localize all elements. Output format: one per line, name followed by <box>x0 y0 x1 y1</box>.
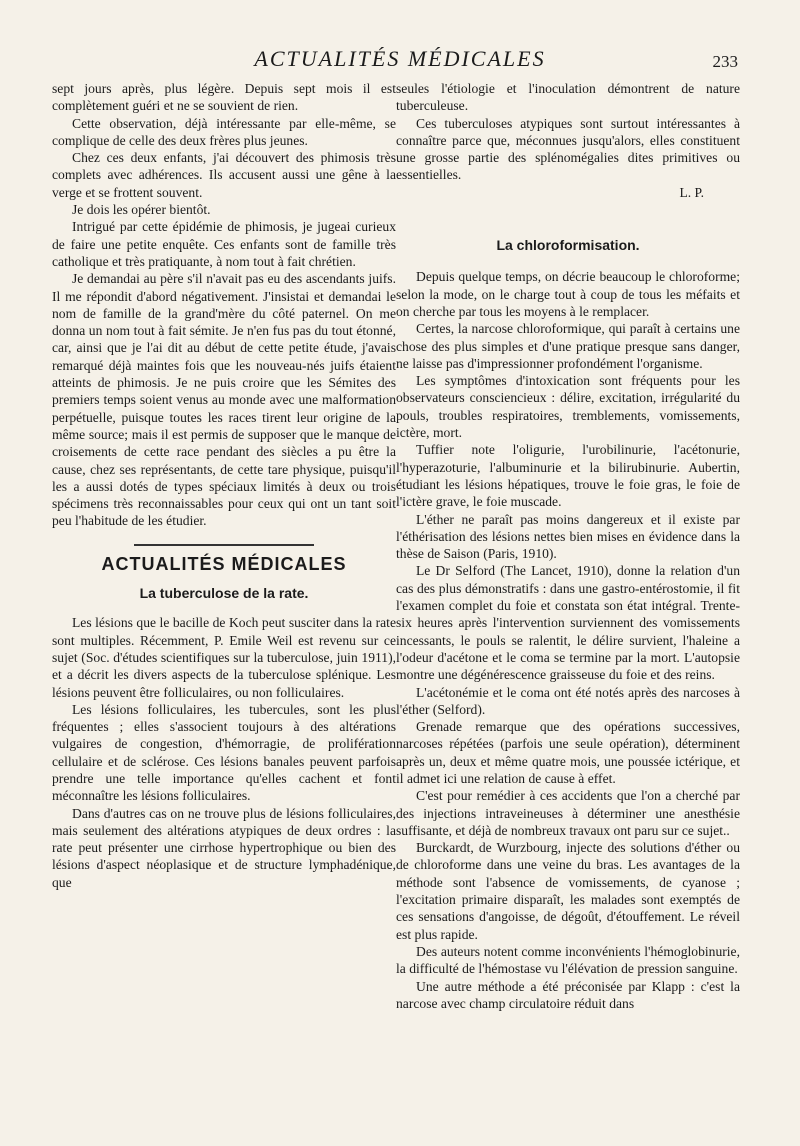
paragraph: L'éther ne paraît pas moins dangereux et il existe par l'éthérisation des lésions nettes bien mises en évidence dans la thèse de Saison (Paris, 1910). <box>396 511 740 562</box>
paragraph: C'est pour remédier à ces accidents que l'on a cherché par des injections intraveineuses à déterminer une anesthésie suffisante, et déjà de nombreux travaux ont paru sur ce sujet.. <box>396 788 740 838</box>
paragraph: Des auteurs notent comme inconvénients l'hémoglobinurie, la difficulté de l'hémostase vu l'élévation de pression sanguine. <box>396 943 740 977</box>
paragraph: Chez ces deux enfants, j'ai découvert des phimosis très complets avec adhérences. Ils accusent aussi une gêne à la verge et se frottent souvent. <box>52 150 396 200</box>
article-title: La chloroformisation. <box>496 237 640 254</box>
paragraph: Les lésions folliculaires, les tubercules, sont les plus fréquentes ; elles s'associent toujours à des altérations vulgaires de congestion, d'hémorragie, de prolifération cellulaire et de sclérose. Ces lésions banales peuvent parfois prendre une telle importance qu'elles cachent et font méconnaître les lésions folliculaires. <box>52 701 396 804</box>
paragraph: Une autre méthode a été préconisée par Klapp : c'est la narcose avec champ circulatoire réduit dans <box>396 978 740 1011</box>
right-column <box>396 80 740 1012</box>
paragraph: Burckardt, de Wurzbourg, injecte des solutions d'éther ou de chloroforme dans une veine du bras. Les avantages de la méthode sont l'absence de vomissements, de cyanose ; l'excitation primaire disparaît, les malades sont exemptés de ces sensations d'angoisse, de dégoût, d'étouffement. Le réveil est plus rapide. <box>396 840 740 942</box>
paragraph: seules l'étiologie et l'inoculation démontrent de nature tuberculeuse. <box>396 81 740 114</box>
author-signature: L. P. <box>679 184 704 200</box>
paragraph: sept jours après, plus légère. Depuis sept mois il est complètement guéri et ne se souvient de rien. <box>52 81 396 114</box>
paragraph: Les symptômes d'intoxication sont fréquents pour les observateurs consciencieux : délire, excitation, irrégularité du pouls, troubles respiratoires, tremblements, vomissements, ictère, mort. <box>396 373 740 441</box>
paragraph: Dans d'autres cas on ne trouve plus de lésions folliculaires, mais seulement des altérations atypiques de deux ordres : la rate peut présenter une cirrhose hypertrophique ou bien des lésions d'aspect néoplasique et de structure lymphadénique, que <box>52 805 396 890</box>
paragraph: Cette observation, déjà intéressante par elle-même, se complique de celle des deux frères plus jeunes. <box>52 115 396 148</box>
paragraph: Grenade remarque que des opérations successives, narcoses répétées (parfois une seule opération), déterminent après un, deux et même quatre mois, une poussée ictérique, et il admet ici une relation de cause à effet. <box>396 719 740 786</box>
running-title: ACTUALITÉS MÉDICALES <box>254 46 546 71</box>
paragraph: Intrigué par cette épidémie de phimosis, je jugeai curieux de faire une petite enquête. Ces enfants sont de famille très catholique et très pratiquante, à nom tout à fait chrétien. <box>52 219 396 269</box>
paragraph: Ces tuberculoses atypiques sont surtout intéressantes à connaître parce que, méconnues jusqu'alors, elles constituent une grosse partie des splénomégalies dites primitives ou essentielles. <box>396 115 740 183</box>
left-column <box>52 80 396 891</box>
section-title: ACTUALITÉS MÉDICALES <box>101 553 347 574</box>
paragraph: Tuffier note l'oligurie, l'urobilinurie, l'acétonurie, l'hyperazoturie, l'albuminurie et la bilirubinurie. Aubertin, étudiant les lésions hépatiques, trouve le foie gras, le foie de l'ictère grave, le foie muscade. <box>396 442 740 510</box>
page-number: 233 <box>712 52 738 71</box>
paragraph: L'acétonémie et le coma ont été notés après des narcoses à l'éther (Selford). <box>396 684 740 717</box>
paragraph: Je demandai au père s'il n'avait pas eu des ascendants juifs. Il me répondit d'abord négativement. J'insistai et demandai le nom de famille de la grand'mère du côté paternel. On me donna un nom tout à fait sémite. Je n'en fus pas du tout étonné, car, ainsi que je l'ai dit au début de cette petite étude, j'avais remarqué déjà maintes fois que les nouveau-nés juifs étaient atteints de phimosis. Je ne puis croire que les Sémites des premiers temps soient venus au monde avec une malformation perpétuelle, puisque toutes les races tirent leur origine de la même source; mais il est permis de supposer que le manque de croisements de cette race pendant des siècles a pu être la cause, chez ses représentants, de cette tare physique, puisqu'il les a aussi dotés de types spéciaux limités à deux ou trois spécimens très reconnaissables pour ceux qui ont un tant soit peu l'habitude de les étudier. <box>52 271 396 529</box>
article-title: La tuberculose de la rate. <box>139 585 309 602</box>
paragraph: Depuis quelque temps, on décrie beaucoup le chloroforme; selon la mode, on le charge tout à coup de tous les méfaits et on cherche par tous les moyens à le remplacer. <box>396 269 740 319</box>
paragraph: Les lésions que le bacille de Koch peut susciter dans la rate sont multiples. Récemment, P. Emile Weil est revenu sur ce sujet (Soc. d'études scientifiques sur la tuberculose, juin 1911), et a décrit les divers aspects de la tuberculose splénique. Les lésions peuvent être folliculaires, ou non folliculaires. <box>52 615 396 700</box>
running-head <box>60 44 740 78</box>
paragraph: Je dois les opérer bientôt. <box>72 202 211 218</box>
paragraph: Certes, la narcose chloroformique, qui paraît à certains une chose des plus simples et d'une pratique presque sans danger, ne laisse pas d'impressionner profondément l'organisme. <box>396 321 740 371</box>
paragraph: Le Dr Selford (The Lancet, 1910), donne la relation d'un cas des plus démonstratifs : dans une gastro-entérostomie, il fit l'examen complet du foie et constata son état intégral. Trente-six heures après l'intervention surviennent des vomissements incessants, le pouls se ralentit, le délire survient, l'haleine a l'odeur d'acétone et le coma se termine par la mort. L'autopsie montre une dégénérescence graisseuse du foie et des reins. <box>396 563 740 683</box>
section-divider <box>134 544 314 546</box>
